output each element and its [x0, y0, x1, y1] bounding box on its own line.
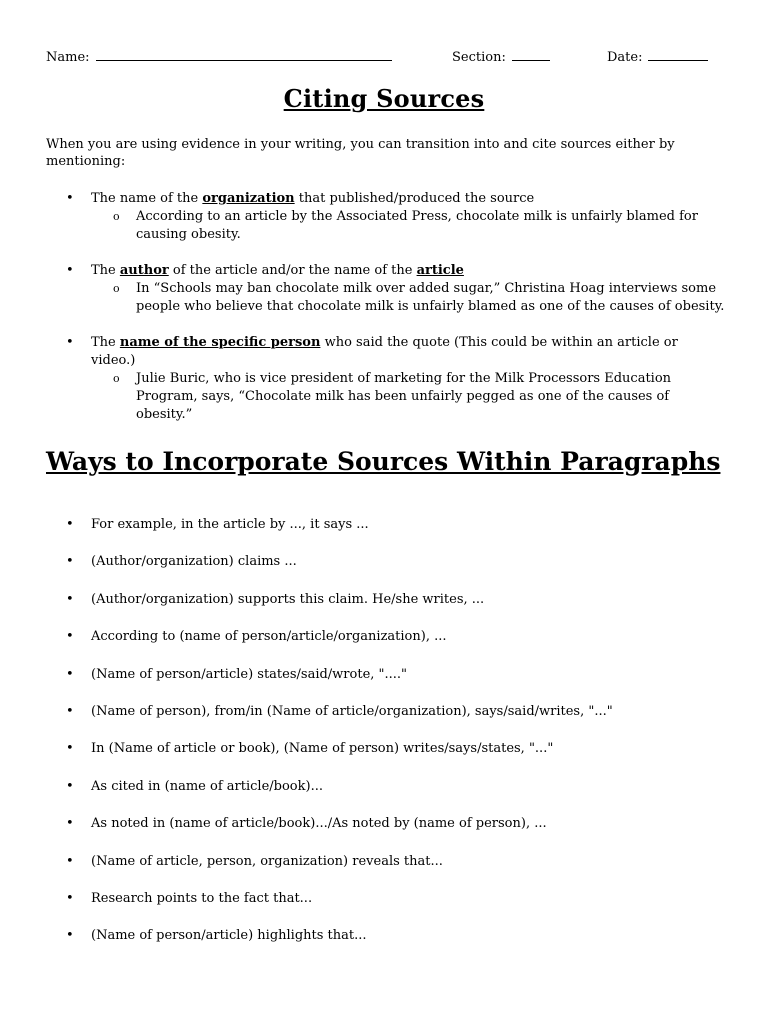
list-item-text: (Author/organization) claims ... — [91, 554, 297, 570]
bullet-icon: • — [66, 666, 74, 682]
citing-item-text: of the article and/or the name of the — [168, 263, 417, 278]
circle-bullet-icon: o — [113, 372, 120, 385]
list-item — [46, 704, 726, 741]
list-item — [46, 891, 726, 928]
bullet-icon: • — [66, 335, 74, 350]
bullet-icon: • — [66, 778, 74, 794]
header-row — [46, 47, 716, 67]
bullet-icon: • — [66, 816, 74, 832]
section-blank-line — [512, 47, 550, 61]
citing-example-text: In “Schools may ban chocolate milk over added sugar,” Christina Hoag interviews some people who believe that chocolate milk is unfairly blamed as one of the causes of obesity. — [136, 281, 725, 314]
list-item-text: (Name of person/article) states/said/wrote, "...." — [91, 666, 408, 682]
list-item — [46, 592, 726, 629]
page-title: Citing Sources — [283, 84, 485, 113]
name-blank-line — [96, 47, 392, 61]
bullet-icon: • — [66, 703, 74, 719]
list-item — [46, 554, 726, 591]
list-item — [46, 779, 726, 816]
citing-example — [46, 208, 726, 244]
list-item — [46, 517, 726, 554]
citing-item-emphasis: author — [119, 263, 169, 278]
list-item-text: (Name of person/article) highlights that... — [91, 928, 367, 944]
citing-item — [46, 334, 726, 370]
spacer — [46, 316, 726, 334]
citing-item-text: The — [91, 335, 120, 350]
list-item — [46, 629, 726, 666]
date-label: Date: — [607, 50, 643, 65]
bullet-icon: • — [66, 517, 74, 532]
spacer — [46, 244, 726, 262]
citing-item-text: The — [91, 263, 120, 278]
list-item-text: For example, in the article by ..., it says ... — [91, 517, 369, 532]
circle-bullet-icon: o — [113, 282, 120, 295]
citing-example-text: According to an article by the Associated Press, chocolate milk is unfairly blamed for causing obesity. — [136, 209, 698, 242]
citing-item-emphasis: name of the specific person — [119, 335, 321, 350]
list-item-text: (Author/organization) supports this claim. He/she writes, ... — [91, 591, 485, 607]
section-field — [452, 47, 550, 65]
bullet-icon: • — [66, 191, 74, 206]
name-label: Name: — [46, 50, 90, 65]
name-field — [46, 47, 392, 65]
citing-item — [46, 262, 726, 280]
citing-item-emphasis: organization — [202, 191, 295, 206]
bullet-icon: • — [66, 591, 74, 607]
date-blank-line — [648, 47, 708, 61]
bullet-icon: • — [66, 890, 74, 906]
bullet-icon: • — [66, 263, 74, 278]
intro-paragraph: When you are using evidence in your writing, you can transition into and cite sources either by mentioning: — [46, 137, 675, 169]
citing-item-text: who said the quote (This could be within an article or video.) — [91, 335, 678, 368]
bullet-icon: • — [66, 928, 74, 944]
bullet-icon: • — [66, 629, 74, 645]
bullet-icon: • — [66, 554, 74, 570]
date-field — [607, 47, 708, 65]
citing-list — [46, 190, 726, 424]
list-item-text: As cited in (name of article/book)... — [91, 778, 323, 794]
list-item-text: (Name of article, person, organization) reveals that... — [91, 853, 443, 869]
list-item — [46, 667, 726, 704]
list-item-text: As noted in (name of article/book).../As noted by (name of person), ... — [91, 816, 547, 832]
ways-section-title: Ways to Incorporate Sources Within Paragraphs — [46, 447, 721, 476]
citing-example — [46, 280, 726, 316]
list-item-text: In (Name of article or book), (Name of person) writes/says/states, "..." — [91, 741, 554, 757]
bullet-icon: • — [66, 741, 74, 757]
list-item — [46, 854, 726, 891]
citing-item — [46, 190, 726, 208]
section-label: Section: — [452, 50, 506, 65]
list-item — [46, 741, 726, 778]
list-item-text: Research points to the fact that... — [91, 890, 313, 906]
citing-item-emphasis: article — [416, 263, 464, 278]
citing-item-text: The name of the — [91, 191, 203, 206]
citing-example — [46, 370, 726, 424]
list-item-text: (Name of person), from/in (Name of article/organization), says/said/writes, "..." — [91, 703, 613, 719]
ways-list — [46, 517, 726, 966]
list-item-text: According to (name of person/article/organization), ... — [91, 629, 447, 645]
list-item — [46, 928, 726, 965]
bullet-icon: • — [66, 853, 74, 869]
circle-bullet-icon: o — [113, 210, 120, 223]
list-item — [46, 816, 726, 853]
citing-item-text: that published/produced the source — [294, 191, 535, 206]
citing-example-text: Julie Buric, who is vice president of marketing for the Milk Processors Education Program, says, “Chocolate milk has been unfairly pegged as one of the causes of obesity.” — [136, 371, 672, 422]
